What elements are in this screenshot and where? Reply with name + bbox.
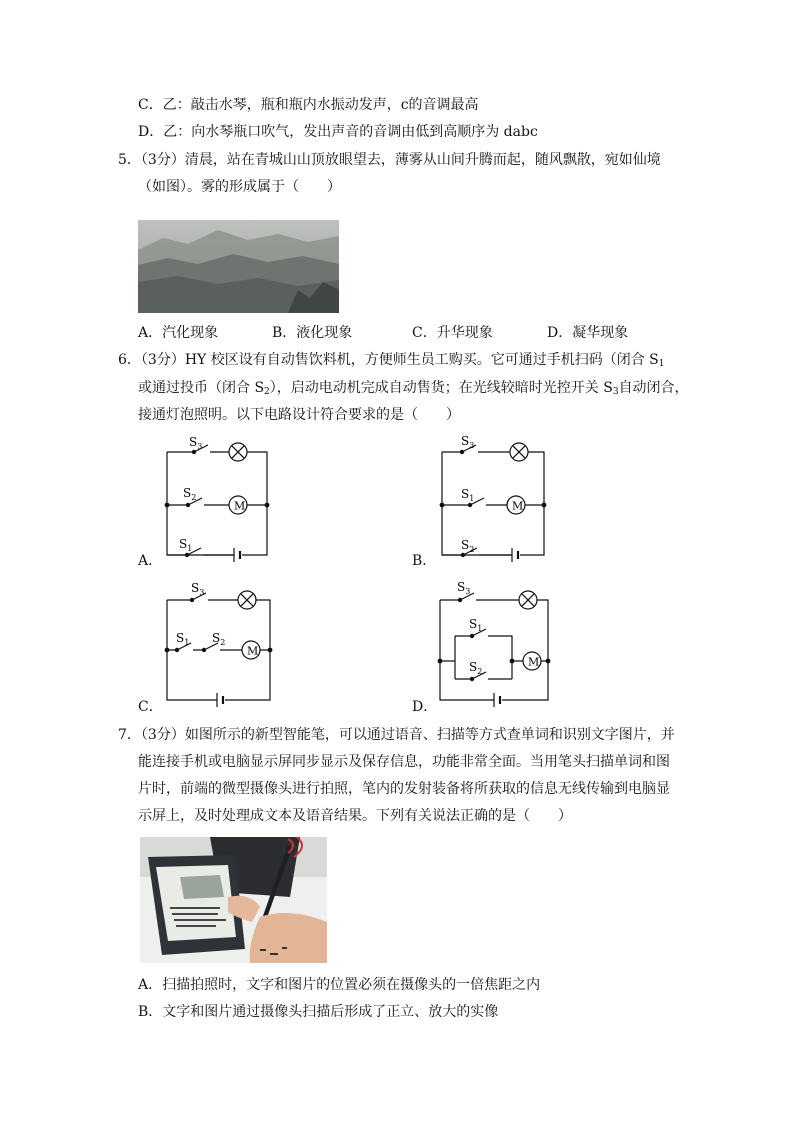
svg-text:S2: $S_2$: [469, 660, 483, 676]
svg-text:S3: $S_3$: [191, 581, 205, 597]
svg-text:S3: $S_3$: [461, 434, 475, 450]
q5-option-b: B．液化现象: [272, 325, 353, 341]
motor-symbol: M: [234, 499, 246, 513]
svg-text:S1: $S_1$: [461, 487, 475, 503]
circuit-a-diagram: [150, 430, 280, 565]
q5-option-a: A．汽化现象: [138, 325, 219, 341]
q6-stem-line3: 接通灯泡照明。以下电路设计符合要求的是（ ）: [138, 407, 460, 423]
svg-text:S1: $S_1$: [469, 617, 483, 633]
svg-text:M: M: [512, 499, 524, 513]
q6-option-b-label: B．: [412, 553, 437, 569]
svg-text:M: M: [247, 644, 259, 658]
q6-option-d-label: D．: [412, 699, 438, 715]
q7-stem-line4: 示屏上，及时处理成文本及语音结果。下列有关说法正确的是（ ）: [138, 808, 572, 824]
q6-option-a-label: A．: [138, 553, 163, 569]
q5-stem-line2: （如图）。雾的形成属于（ ）: [138, 179, 341, 195]
q7-stem-line3: 片时，前端的微型摄像头进行拍照，笔内的发射装备将所获取的信息无线传输到电脑显: [138, 781, 670, 797]
svg-text:S1: $S_1$: [179, 537, 193, 553]
q5-stem-line1: 5．（3分）清晨，站在青城山山顶放眼望去，薄雾从山间升腾而起，随风飘散，宛如仙境: [118, 152, 661, 168]
svg-text:S2: $S_2$: [461, 538, 475, 554]
svg-text:S1: $S_1$: [176, 631, 190, 647]
svg-text:S3: $S_3$: [189, 435, 203, 451]
svg-text:M: M: [528, 655, 540, 669]
q5-option-d: D．凝华现象: [547, 325, 629, 341]
q5-option-c: C．升华现象: [412, 325, 493, 341]
q7-stem-line1: 7．（3分）如图所示的新型智能笔，可以通过语音、扫描等方式查单词和识别文字图片，并: [118, 727, 675, 743]
smart-pen-photo: [140, 837, 327, 963]
q7-stem-line2: 能连接手机或电脑显示屏同步显示及保存信息，功能非常全面。当用笔头扫描单词和图: [138, 754, 670, 770]
q7-option-b: B．文字和图片通过摄像头扫描后形成了正立、放大的实像: [138, 1004, 499, 1020]
q6-option-c-label: C．: [138, 699, 163, 715]
q6-stem-line2: 或通过投币（闭合 $S_2$），启动电动机完成自动售货；在光线较暗时光控开关 $S_3$自动闭合，: [138, 380, 689, 397]
q4-option-d: D．乙：向水琴瓶口吹气，发出声音的音调由低到高顺序为 dabc: [138, 124, 538, 140]
circuit-b-diagram: [425, 430, 555, 565]
mountain-fog-photo: [138, 220, 339, 313]
svg-text:S3: $S_3$: [457, 580, 471, 596]
q7-option-a: A．扫描拍照时，文字和图片的位置必须在摄像头的一倍焦距之内: [138, 977, 541, 993]
svg-text:S2: $S_2$: [183, 486, 197, 502]
svg-text:S2: $S_2$: [212, 631, 226, 647]
circuit-c-diagram: [150, 578, 280, 708]
circuit-d-diagram: [425, 578, 555, 708]
q6-stem-line1: 6．（3分）HY 校区设有自动售饮料机，方便师生员工购买。它可通过手机扫码（闭合 $S_1$: [118, 352, 665, 369]
q4-option-c: C．乙：敲击水琴，瓶和瓶内水振动发声，c的音调最高: [138, 97, 479, 113]
